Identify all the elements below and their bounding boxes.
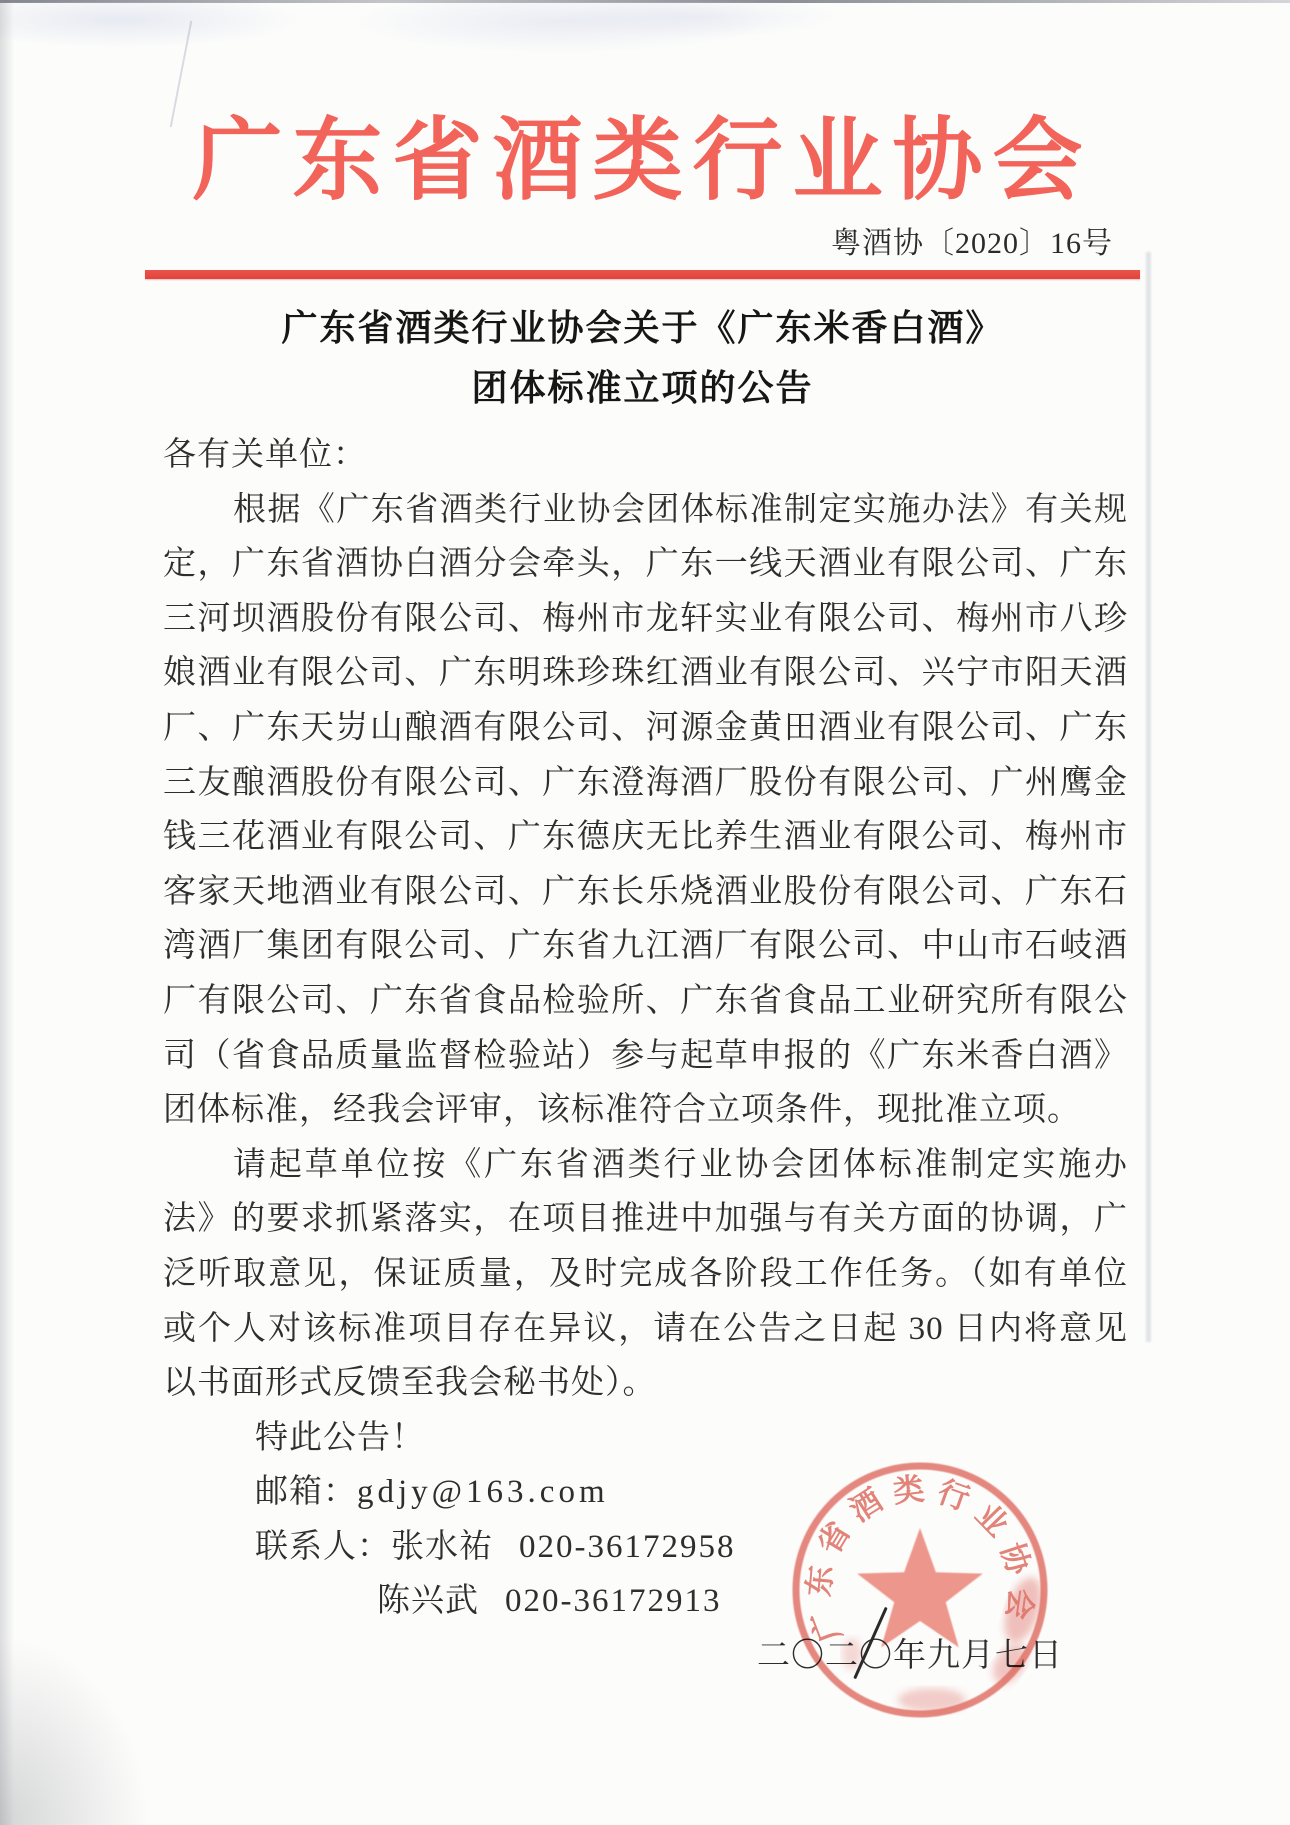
seal-char: 类 [891, 1471, 926, 1510]
body-line: 请起草单位按《广东省酒类行业协会团体标准制定实施办 [233, 1146, 1128, 1183]
scan-haze-artifact [0, 2, 1290, 72]
seal-char: 协 [993, 1538, 1037, 1579]
scan-corner-shadow-artifact [0, 1635, 150, 1825]
body-line: 钱三花酒业有限公司、广东德庆无比养生酒业有限公司、梅州市 [163, 819, 1128, 856]
body-line: 根据《广东省酒类行业协会团体标准制定实施办法》有关规 [233, 491, 1128, 528]
seal-char: 会 [999, 1586, 1039, 1622]
body-line: 泛听取意见，保证质量，及时完成各阶段工作任务。（如有单位 [163, 1255, 1128, 1292]
document-title-line-1: 广东省酒类行业协会关于《广东米香白酒》 [281, 308, 1004, 348]
doc-number: 粤酒协〔2020〕16号 [831, 227, 1113, 260]
red-divider-rule [145, 270, 1140, 279]
seal-char: 东 [801, 1564, 839, 1598]
body-line: 团体标准，经我会评审，该标准符合立项条件，现批准立项。 [163, 1092, 1081, 1129]
body-paragraphs [163, 428, 1128, 1411]
seal-char: 行 [933, 1473, 975, 1518]
body-line: 三友酿酒股份有限公司、广东澄海酒厂股份有限公司、广州鹰金 [163, 764, 1128, 801]
body-line: 司（省食品质量监督检验站）参与起草申报的《广东米香白酒》 [163, 1037, 1128, 1074]
body-line: 定，广东省酒协白酒分会牵头，广东一线天酒业有限公司、广东 [163, 546, 1128, 583]
scan-left-shadow-artifact [0, 0, 14, 1825]
contact-label: 联系人： [255, 1528, 391, 1565]
body-line: 厂、广东天岃山酿酒有限公司、河源金黄田酒业有限公司、广东 [163, 709, 1128, 746]
official-seal-stamp [780, 1448, 1060, 1728]
contact-name-2: 陈兴武 [377, 1583, 479, 1620]
seal-char: 省 [811, 1515, 858, 1561]
contact-name-1: 张水祐 [391, 1528, 493, 1565]
seal-char: 广 [804, 1605, 849, 1647]
date-line: 二〇二〇年九月七日 [757, 1638, 1063, 1675]
contact-phone-2: 020-36172913 [505, 1583, 722, 1620]
body-line: 三河坝酒股份有限公司、梅州市龙轩实业有限公司、梅州市八珍 [163, 600, 1128, 637]
body-line: 或个人对该标准项目存在异议，请在公告之日起 30 日内将意见 [163, 1310, 1128, 1347]
body-line: 厂有限公司、广东省食品检验所、广东省食品工业研究所有限公 [163, 982, 1128, 1019]
seal-char: 业 [968, 1496, 1016, 1544]
document-title-line-2: 团体标准立项的公告 [471, 368, 814, 408]
body-line: 各有关单位： [163, 437, 367, 473]
body-line: 客家天地酒业有限公司、广东长乐烧酒业股份有限公司、广东石 [163, 873, 1128, 910]
body-line: 娘酒业有限公司、广东明珠珍珠红酒业有限公司、兴宁市阳天酒 [163, 655, 1128, 692]
scan-fold-streak-artifact [1146, 252, 1151, 1342]
seal-char: 酒 [843, 1482, 889, 1529]
document-title [145, 298, 1140, 418]
org-title: 广东省酒类行业协会 [192, 112, 1093, 211]
body-line: 法》的要求抓紧落实，在项目推进中加强与有关方面的协调，广 [163, 1201, 1128, 1238]
email-address: gdjy@163.com [357, 1474, 609, 1511]
body-line: 以书面形式反馈至我会秘书处）。 [163, 1365, 657, 1402]
email-label: 邮箱： [255, 1474, 357, 1511]
contact-phone-1: 020-36172958 [519, 1528, 736, 1565]
closing-line: 特此公告！ [255, 1419, 425, 1456]
body-line: 湾酒厂集团有限公司、广东省九江酒厂有限公司、中山市石岐酒 [163, 928, 1128, 965]
